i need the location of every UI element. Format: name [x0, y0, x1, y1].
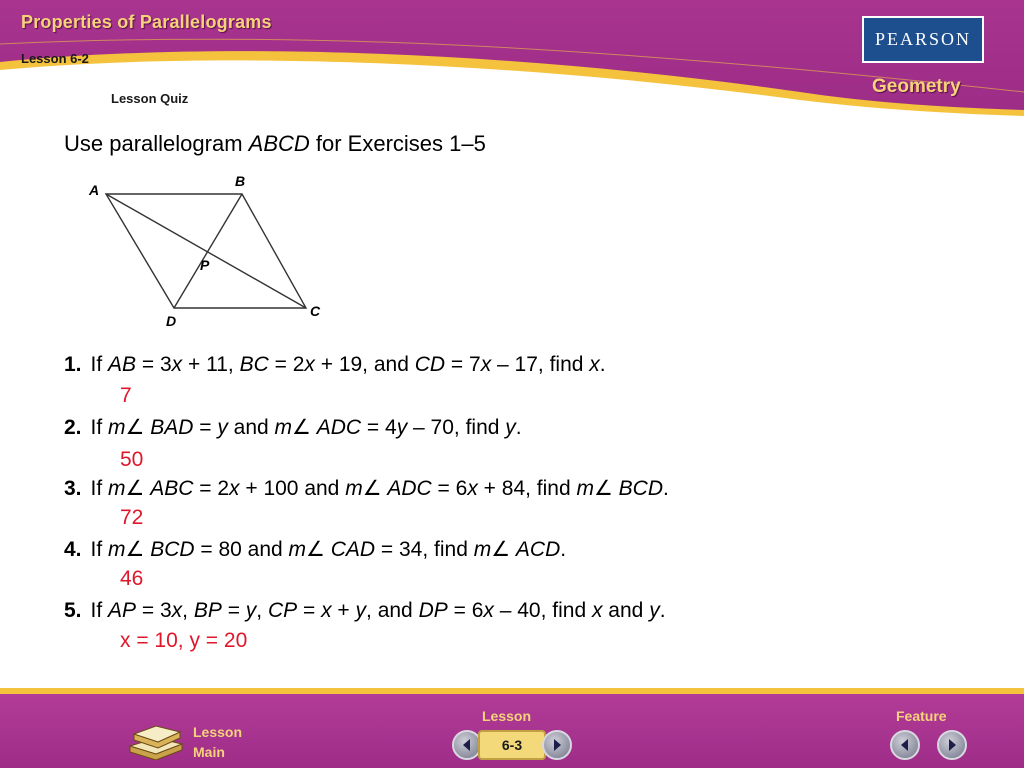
parallelogram-diagram	[80, 168, 340, 338]
footer-bar	[0, 688, 1024, 768]
answer-5: x = 10, y = 20	[120, 629, 248, 652]
vertex-label-b: B	[235, 173, 246, 189]
exercise-intro	[64, 131, 486, 157]
header-bar	[0, 0, 1024, 118]
section-label: Lesson Quiz	[111, 91, 189, 106]
intro-text-pre: Use parallelogram	[64, 131, 249, 156]
arrow-right-icon	[550, 738, 564, 752]
vertex-label-d: D	[166, 313, 177, 329]
lesson-nav-label: Lesson	[482, 708, 532, 724]
feature-nav-label: Feature	[896, 708, 947, 724]
answer-3: 72	[120, 506, 144, 529]
arrow-left-icon	[898, 738, 912, 752]
diagonal-ac	[106, 194, 306, 308]
books-icon	[126, 720, 186, 760]
lesson-page-indicator: 6-3	[478, 730, 546, 760]
arrow-right-icon	[945, 738, 959, 752]
arrow-left-icon	[460, 738, 474, 752]
feature-prev-button[interactable]	[890, 730, 920, 760]
lesson-title: Properties of Parallelograms	[21, 12, 272, 32]
intro-shape-name: ABCD	[248, 131, 310, 156]
answer-2: 50	[120, 448, 144, 471]
question-5: 5. If AP = 3x, BP = y, CP = x + y, and DP = 6x – 40, find x and y.	[64, 599, 666, 622]
lesson-main-line1: Lesson	[193, 724, 243, 740]
question-number: 5.	[64, 599, 82, 622]
question-1: 1. If AB = 3x + 11, BC = 2x + 19, and CD = 7x – 17, find x.	[64, 353, 606, 376]
question-number: 2.	[64, 416, 82, 439]
vertex-label-c: C	[310, 303, 321, 319]
feature-next-button[interactable]	[937, 730, 967, 760]
question-4: 4. If m∠ BCD = 80 and m∠ CAD = 34, find m∠ ACD.	[64, 538, 567, 561]
lesson-number: Lesson 6-2	[21, 51, 89, 66]
vertex-label-a: A	[89, 182, 100, 198]
intro-text-post: for Exercises 1–5	[309, 131, 486, 156]
lesson-next-button[interactable]	[542, 730, 572, 760]
lesson-main-line2: Main	[193, 744, 225, 760]
answer-4: 46	[120, 567, 144, 590]
question-number: 1.	[64, 353, 82, 376]
diagonal-bd	[174, 194, 242, 308]
question-number: 4.	[64, 538, 82, 561]
lesson-main-button[interactable]	[126, 718, 266, 762]
answer-1: 7	[120, 384, 132, 407]
vertex-label-p: P	[200, 257, 210, 273]
question-2: 2. If m∠ BAD = y and m∠ ADC = 4y – 70, find y.	[64, 416, 522, 439]
question-3: 3. If m∠ ABC = 2x + 100 and m∠ ADC = 6x + 84, find m∠ BCD.	[64, 477, 669, 500]
subject-title: Geometry	[872, 76, 961, 97]
question-number: 3.	[64, 477, 82, 500]
lesson-main-label	[193, 722, 263, 762]
publisher-logo: PEARSON	[862, 16, 984, 63]
